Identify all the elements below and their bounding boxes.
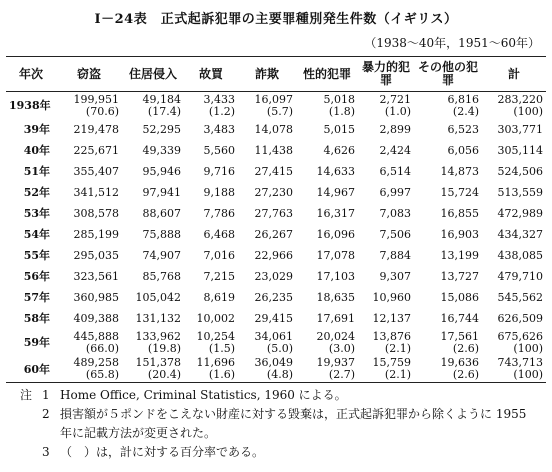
value-cell (414, 245, 482, 266)
value-cell (122, 308, 184, 329)
count-value: 360,985 (73, 290, 119, 304)
notes-section (20, 386, 540, 462)
count-value: 10,254 (196, 329, 235, 343)
value-cell (482, 245, 546, 266)
count-value: 6,056 (447, 143, 479, 157)
count-value: 18,635 (316, 290, 355, 304)
value-cell (358, 140, 414, 161)
count-value: 19,937 (316, 356, 355, 370)
count-value: 131,132 (135, 311, 181, 325)
count-value: 9,188 (203, 185, 235, 199)
value-cell (184, 308, 238, 329)
value-cell (358, 203, 414, 224)
header-row (6, 57, 546, 92)
value-cell (296, 203, 358, 224)
count-value: 26,267 (254, 227, 293, 241)
count-value: 13,876 (372, 329, 411, 343)
value-cell (358, 224, 414, 245)
percent-value: (100) (513, 368, 543, 382)
count-value: 10,960 (372, 290, 411, 304)
count-value: 22,966 (254, 248, 293, 262)
percent-value: (1.5) (208, 341, 235, 355)
value-cell (482, 224, 546, 245)
count-value: 2,721 (379, 92, 411, 106)
value-cell (122, 182, 184, 203)
value-cell (482, 287, 546, 308)
count-value: 308,578 (73, 206, 119, 220)
value-cell (184, 140, 238, 161)
count-value: 219,478 (73, 122, 119, 136)
value-cell (414, 203, 482, 224)
count-value: 5,018 (323, 92, 355, 106)
value-cell (358, 92, 414, 119)
value-cell (238, 266, 296, 287)
value-cell (414, 308, 482, 329)
count-value: 34,061 (254, 329, 293, 343)
count-value: 10,002 (196, 311, 235, 325)
value-cell (238, 140, 296, 161)
year-cell: 1938年 (9, 99, 51, 113)
count-value: 6,523 (447, 122, 479, 136)
count-value: 27,415 (254, 164, 293, 178)
value-cell (482, 92, 546, 119)
count-value: 4,626 (323, 143, 355, 157)
note-3 (20, 443, 540, 462)
percent-value: (19.8) (147, 341, 181, 355)
value-cell (296, 245, 358, 266)
note-number: 3 (42, 445, 50, 459)
value-cell (238, 203, 296, 224)
percent-value: (20.4) (147, 368, 181, 382)
count-value: 14,873 (440, 164, 479, 178)
count-value: 27,230 (254, 185, 293, 199)
count-value: 7,083 (379, 206, 411, 220)
percent-value: (2.6) (452, 368, 479, 382)
count-value: 13,199 (440, 248, 479, 262)
value-cell (238, 329, 296, 356)
count-value: 36,049 (254, 356, 293, 370)
value-cell (238, 119, 296, 140)
header-theft: 窃盗 (76, 66, 101, 81)
count-value: 17,103 (316, 269, 355, 283)
note-1 (20, 386, 540, 405)
percent-value: (70.6) (85, 104, 119, 118)
count-value: 13,727 (440, 269, 479, 283)
count-value: 305,114 (497, 143, 543, 157)
value-cell (122, 92, 184, 119)
value-cell (414, 287, 482, 308)
value-cell (122, 119, 184, 140)
count-value: 7,215 (203, 269, 235, 283)
value-cell (56, 329, 122, 356)
value-cell (56, 224, 122, 245)
value-cell (296, 329, 358, 356)
value-cell (122, 356, 184, 383)
count-value: 12,137 (372, 311, 411, 325)
percent-value: (1.2) (208, 104, 235, 118)
count-value: 17,691 (316, 311, 355, 325)
count-value: 6,468 (203, 227, 235, 241)
value-cell (296, 287, 358, 308)
count-value: 295,035 (73, 248, 119, 262)
value-cell (296, 224, 358, 245)
count-value: 2,899 (379, 122, 411, 136)
year-cell: 40年 (23, 144, 50, 157)
value-cell (296, 182, 358, 203)
year-cell: 51年 (23, 165, 50, 178)
table-row (6, 308, 546, 329)
value-cell (184, 356, 238, 383)
table-row (6, 224, 546, 245)
note-text: Home Office, Criminal Statistics, 1960 による。 (60, 388, 347, 402)
value-cell (296, 140, 358, 161)
count-value: 7,884 (379, 248, 411, 262)
count-value: 29,415 (254, 311, 293, 325)
count-value: 105,042 (135, 290, 181, 304)
header-sexual: 性的犯罪 (302, 66, 351, 81)
count-value: 2,424 (379, 143, 411, 157)
value-cell (56, 92, 122, 119)
value-cell (358, 356, 414, 383)
percent-value: (65.8) (85, 368, 119, 382)
value-cell (358, 329, 414, 356)
count-value: 6,816 (447, 92, 479, 106)
percent-value: (2.7) (328, 368, 355, 382)
value-cell (122, 140, 184, 161)
year-cell: 56年 (23, 270, 50, 283)
count-value: 27,763 (254, 206, 293, 220)
count-value: 5,015 (323, 122, 355, 136)
percent-value: (2.1) (384, 368, 411, 382)
value-cell (482, 203, 546, 224)
count-value: 7,016 (203, 248, 235, 262)
value-cell (358, 161, 414, 182)
count-value: 17,078 (316, 248, 355, 262)
count-value: 199,951 (73, 92, 119, 106)
count-value: 16,903 (440, 227, 479, 241)
count-value: 409,388 (73, 311, 119, 325)
value-cell (358, 308, 414, 329)
value-cell (122, 203, 184, 224)
table-title: Ⅰ－24表 正式起訴犯罪の主要罪種別発生件数（イギリス） (94, 12, 458, 27)
count-value: 283,220 (497, 92, 543, 106)
note-number: 2 (42, 407, 50, 421)
year-cell: 53年 (23, 207, 50, 220)
percent-value: (2.4) (452, 104, 479, 118)
count-value: 16,096 (316, 227, 355, 241)
count-value: 3,483 (203, 122, 235, 136)
header-fraud: 詐欺 (254, 66, 279, 81)
table-row (6, 203, 546, 224)
value-cell (358, 119, 414, 140)
count-value: 513,559 (497, 185, 543, 199)
table-subtitle: （1938～40年，1951～60年） (364, 36, 540, 50)
crime-statistics-table (6, 56, 546, 383)
value-cell (238, 92, 296, 119)
table-row (6, 329, 546, 356)
count-value: 6,997 (379, 185, 411, 199)
value-cell (56, 182, 122, 203)
count-value: 20,024 (316, 329, 355, 343)
value-cell (414, 329, 482, 356)
value-cell (296, 92, 358, 119)
table-row (6, 245, 546, 266)
value-cell (184, 287, 238, 308)
count-value: 355,407 (73, 164, 119, 178)
value-cell (238, 161, 296, 182)
notes-label: 注 (20, 388, 33, 402)
count-value: 303,771 (497, 122, 543, 136)
header-year: 年次 (18, 66, 43, 81)
value-cell (184, 119, 238, 140)
percent-value: (1.0) (384, 104, 411, 118)
value-cell (184, 203, 238, 224)
count-value: 14,967 (316, 185, 355, 199)
value-cell (296, 356, 358, 383)
table-row (6, 182, 546, 203)
value-cell (414, 140, 482, 161)
value-cell (56, 245, 122, 266)
count-value: 15,724 (440, 185, 479, 199)
value-cell (56, 140, 122, 161)
value-cell (238, 245, 296, 266)
count-value: 75,888 (142, 227, 181, 241)
count-value: 479,710 (497, 269, 543, 283)
count-value: 26,235 (254, 290, 293, 304)
value-cell (122, 245, 184, 266)
count-value: 285,199 (73, 227, 119, 241)
note-2 (20, 405, 540, 443)
count-value: 15,086 (440, 290, 479, 304)
value-cell (184, 329, 238, 356)
percent-value: (5.7) (266, 104, 293, 118)
value-cell (238, 287, 296, 308)
count-value: 14,078 (254, 122, 293, 136)
count-value: 49,184 (142, 92, 181, 106)
count-value: 3,433 (203, 92, 235, 106)
count-value: 74,907 (142, 248, 181, 262)
count-value: 225,671 (73, 143, 119, 157)
count-value: 9,716 (203, 164, 235, 178)
count-value: 16,317 (316, 206, 355, 220)
value-cell (56, 161, 122, 182)
percent-value: (100) (513, 104, 543, 118)
note-text: （ ）は，計に対する百分率である。 (60, 445, 265, 459)
count-value: 524,506 (497, 164, 543, 178)
year-cell: 60年 (23, 362, 50, 376)
count-value: 97,941 (142, 185, 181, 199)
count-value: 5,560 (203, 143, 235, 157)
count-value: 16,744 (440, 311, 479, 325)
header-violent: 暴力的犯罪 (361, 60, 410, 87)
count-value: 9,307 (379, 269, 411, 283)
year-cell: 54年 (23, 228, 50, 241)
value-cell (238, 224, 296, 245)
value-cell (482, 161, 546, 182)
value-cell (122, 329, 184, 356)
value-cell (56, 356, 122, 383)
count-value: 11,438 (254, 143, 293, 157)
count-value: 14,633 (316, 164, 355, 178)
percent-value: (3.0) (328, 341, 355, 355)
value-cell (56, 308, 122, 329)
value-cell (482, 308, 546, 329)
count-value: 16,855 (440, 206, 479, 220)
value-cell (122, 161, 184, 182)
value-cell (184, 224, 238, 245)
value-cell (414, 161, 482, 182)
count-value: 88,607 (142, 206, 181, 220)
value-cell (414, 266, 482, 287)
value-cell (122, 266, 184, 287)
table-row (6, 356, 546, 383)
value-cell (238, 308, 296, 329)
percent-value: (17.4) (147, 104, 181, 118)
value-cell (358, 287, 414, 308)
count-value: 743,713 (497, 356, 543, 370)
value-cell (56, 203, 122, 224)
percent-value: (2.1) (384, 341, 411, 355)
value-cell (184, 245, 238, 266)
year-cell: 57年 (23, 291, 50, 304)
year-cell: 55年 (23, 249, 50, 262)
count-value: 85,768 (142, 269, 181, 283)
value-cell (414, 92, 482, 119)
count-value: 434,327 (497, 227, 543, 241)
count-value: 545,562 (497, 290, 543, 304)
percent-value: (66.0) (85, 341, 119, 355)
value-cell (122, 224, 184, 245)
table-row (6, 287, 546, 308)
count-value: 7,506 (379, 227, 411, 241)
header-receiving: 故買 (198, 66, 223, 81)
count-value: 626,509 (497, 311, 543, 325)
count-value: 15,759 (372, 356, 411, 370)
count-value: 6,514 (379, 164, 411, 178)
count-value: 19,636 (440, 356, 479, 370)
percent-value: (100) (513, 341, 543, 355)
percent-value: (2.6) (452, 341, 479, 355)
value-cell (482, 140, 546, 161)
year-cell: 52年 (23, 186, 50, 199)
value-cell (56, 266, 122, 287)
header-total: 計 (507, 66, 520, 81)
table-row (6, 119, 546, 140)
value-cell (414, 119, 482, 140)
value-cell (414, 224, 482, 245)
value-cell (482, 266, 546, 287)
value-cell (238, 356, 296, 383)
table-row (6, 266, 546, 287)
year-cell: 39年 (23, 123, 50, 136)
value-cell (358, 245, 414, 266)
percent-value: (4.8) (266, 368, 293, 382)
count-value: 95,946 (142, 164, 181, 178)
count-value: 17,561 (440, 329, 479, 343)
count-value: 52,295 (142, 122, 181, 136)
note-text: 損害額が５ポンドをこえない財産に対する毀棄は，正式起訴犯罪から除くように 1955 年に記載方法が変更された。 (60, 407, 527, 440)
percent-value: (5.0) (266, 341, 293, 355)
header-burglary: 住居侵入 (128, 66, 177, 81)
count-value: 445,888 (73, 329, 119, 343)
count-value: 23,029 (254, 269, 293, 283)
value-cell (296, 308, 358, 329)
table-row (6, 140, 546, 161)
value-cell (358, 266, 414, 287)
value-cell (482, 119, 546, 140)
count-value: 151,378 (135, 356, 181, 370)
count-value: 489,258 (73, 356, 119, 370)
count-value: 49,339 (142, 143, 181, 157)
table-row (6, 92, 546, 119)
count-value: 16,097 (254, 92, 293, 106)
value-cell (482, 356, 546, 383)
value-cell (296, 119, 358, 140)
count-value: 438,085 (497, 248, 543, 262)
value-cell (296, 161, 358, 182)
value-cell (184, 182, 238, 203)
count-value: 675,626 (497, 329, 543, 343)
value-cell (238, 182, 296, 203)
value-cell (122, 287, 184, 308)
count-value: 133,962 (135, 329, 181, 343)
table-row (6, 161, 546, 182)
value-cell (414, 356, 482, 383)
value-cell (184, 266, 238, 287)
value-cell (358, 182, 414, 203)
value-cell (482, 329, 546, 356)
header-other: その他の犯罪 (417, 60, 478, 87)
value-cell (482, 182, 546, 203)
value-cell (56, 119, 122, 140)
year-cell: 59年 (23, 336, 50, 349)
value-cell (414, 182, 482, 203)
count-value: 472,989 (497, 206, 543, 220)
value-cell (296, 266, 358, 287)
note-number: 1 (42, 388, 50, 402)
count-value: 7,786 (203, 206, 235, 220)
value-cell (184, 161, 238, 182)
count-value: 323,561 (73, 269, 119, 283)
count-value: 341,512 (73, 185, 119, 199)
percent-value: (1.6) (208, 368, 235, 382)
value-cell (184, 92, 238, 119)
year-cell: 58年 (23, 312, 50, 325)
count-value: 8,619 (203, 290, 235, 304)
percent-value: (1.8) (328, 104, 355, 118)
value-cell (56, 287, 122, 308)
count-value: 11,696 (196, 356, 235, 370)
